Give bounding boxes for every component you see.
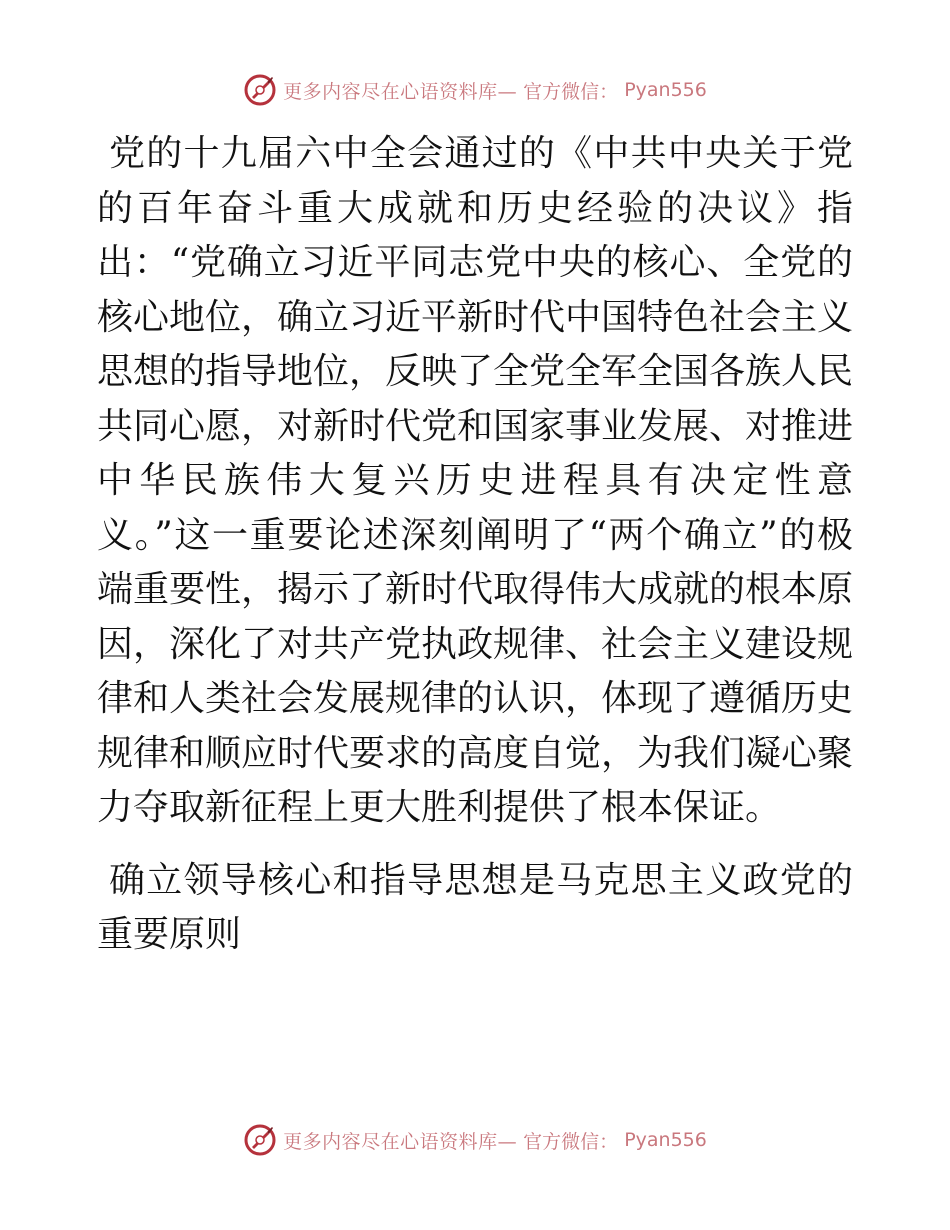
- body-paragraph: 党的十九届六中全会通过的《中共中央关于党的百年奋斗重大成就和历史经验的决议》指出：“党确立习近平同志党中央的核心、全党的核心地位，确立习近平新时代中国特色社会主义思想的指导地位，反映了全党全军全国各族人民共同心愿，对新时代党和国家事业发展、对推进中华民族伟大复兴历史进程具有决定性意义。”这一重要论述深刻阐明了“两个确立”的极端重要性，揭示了新时代取得伟大成就的根本原因，深化了对共产党执政规律、社会主义建设规律和人类社会发展规律的认识，体现了遵循历史规律和顺应时代要求的高度自觉，为我们凝心聚力夺取新征程上更大胜利提供了根本保证。: [97, 133, 854, 828]
- banner-text: 更多内容尽在心语资料库—: [283, 80, 518, 103]
- quill-seal-icon: [243, 1123, 277, 1157]
- document-body: [97, 127, 853, 963]
- header-banner: [0, 70, 950, 110]
- quill-seal-icon: [243, 73, 277, 107]
- section-heading: 确立领导核心和指导思想是马克思主义政党的重要原则: [97, 859, 853, 955]
- banner-wechat-id: Pyan556: [624, 1129, 707, 1151]
- banner-wechat-label: 官方微信：: [523, 1130, 619, 1153]
- banner-text: 更多内容尽在心语资料库—: [283, 1130, 518, 1153]
- banner-wechat-label: 官方微信：: [523, 80, 619, 103]
- footer-banner: [0, 1120, 950, 1160]
- banner-wechat-id: Pyan556: [624, 79, 707, 101]
